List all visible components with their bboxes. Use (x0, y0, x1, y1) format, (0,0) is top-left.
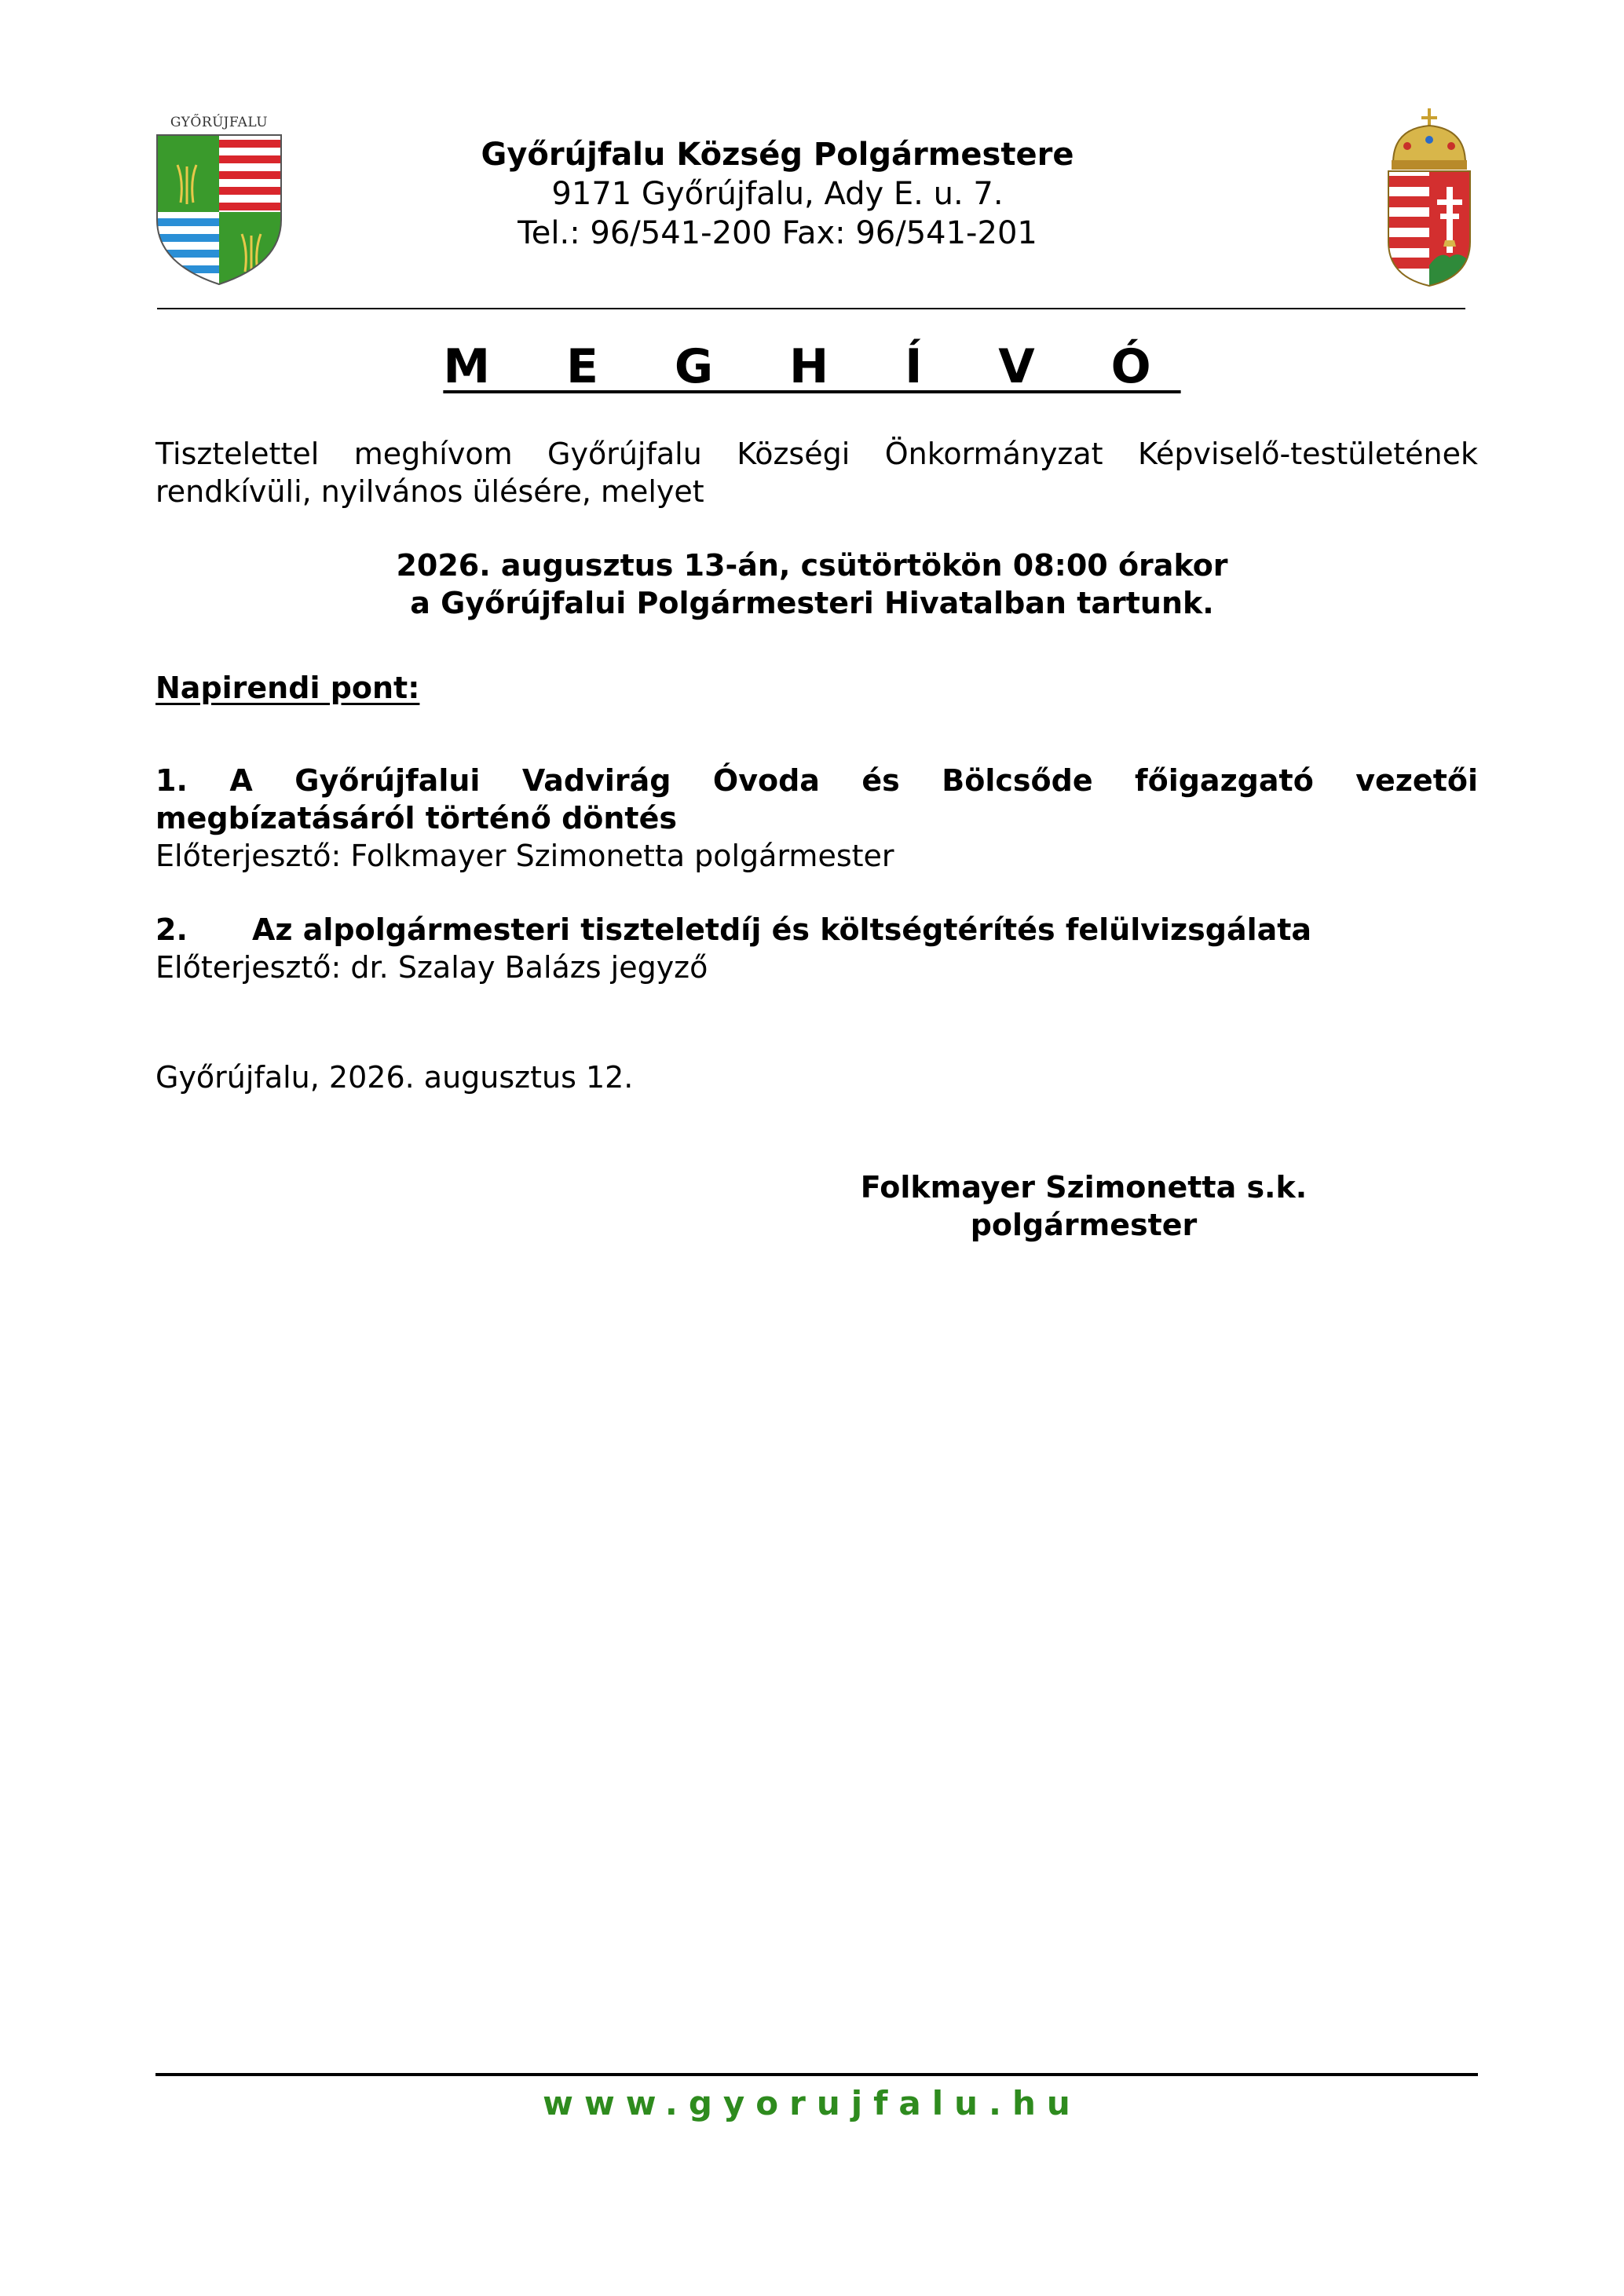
agenda-item-1-title: A Győrújfalui Vadvirág Óvoda és Bölcsőde főigazgató vezetői (229, 763, 1478, 798)
agenda-item-2-presenter: Előterjesztő: dr. Szalay Balázs jegyző (155, 950, 708, 985)
place-date: Győrújfalu, 2026. augusztus 12. (155, 1060, 634, 1095)
meeting-place: a Győrújfalui Polgármesteri Hivatalban tartunk. (410, 586, 1214, 620)
letterhead-address: 9171 Győrújfalu, Ady E. u. 7. (551, 176, 1004, 212)
hungary-coat-of-arms-icon (1382, 108, 1476, 287)
document-title-text: M E G H Í V Ó (443, 339, 1181, 394)
agenda-item-2-title-text: Az alpolgármesteri tiszteletdíj és költségtérítés felülvizsgálata (252, 912, 1312, 947)
agenda-item-2-number: 2. (155, 912, 188, 947)
agenda-heading-text: Napirendi pont: (155, 671, 420, 705)
document-title (0, 339, 1624, 394)
letterhead-title: Győrújfalu Község Polgármestere (481, 137, 1074, 173)
agenda-item-1-presenter: Előterjesztő: Folkmayer Szimonetta polgármester (155, 839, 894, 873)
agenda-item-1-title-line-2: megbízatásáról történő döntés (155, 801, 677, 835)
crest-left-caption: GYŐRÚJFALU (170, 115, 269, 130)
intro-line-2: rendkívüli, nyilvános ülésére, melyet (155, 474, 704, 509)
agenda-item-1-title-line-1 (155, 762, 1478, 799)
signature-name: Folkmayer Szimonetta s.k. (860, 1170, 1308, 1205)
header-divider (157, 308, 1465, 309)
agenda-heading (155, 669, 1478, 707)
letterhead (314, 135, 1241, 253)
intro-line-1: Tisztelettel meghívom Győrújfalu Községi Önkormányzat Képviselő-testületének (155, 437, 1478, 471)
gyorujfalu-coat-of-arms-icon (154, 110, 284, 286)
agenda-item-2-title (155, 911, 1478, 949)
signature-role: polgármester (970, 1208, 1198, 1242)
footer-divider (155, 2073, 1478, 2076)
agenda-item-1-number: 1. (155, 763, 188, 798)
letterhead-contact: Tel.: 96/541-200 Fax: 96/541-201 (518, 215, 1037, 251)
footer-website-link[interactable]: www.gyorujfalu.hu (543, 2084, 1081, 2122)
meeting-date: 2026. augusztus 13-án, csütörtökön 08:00 órakor (396, 548, 1228, 583)
